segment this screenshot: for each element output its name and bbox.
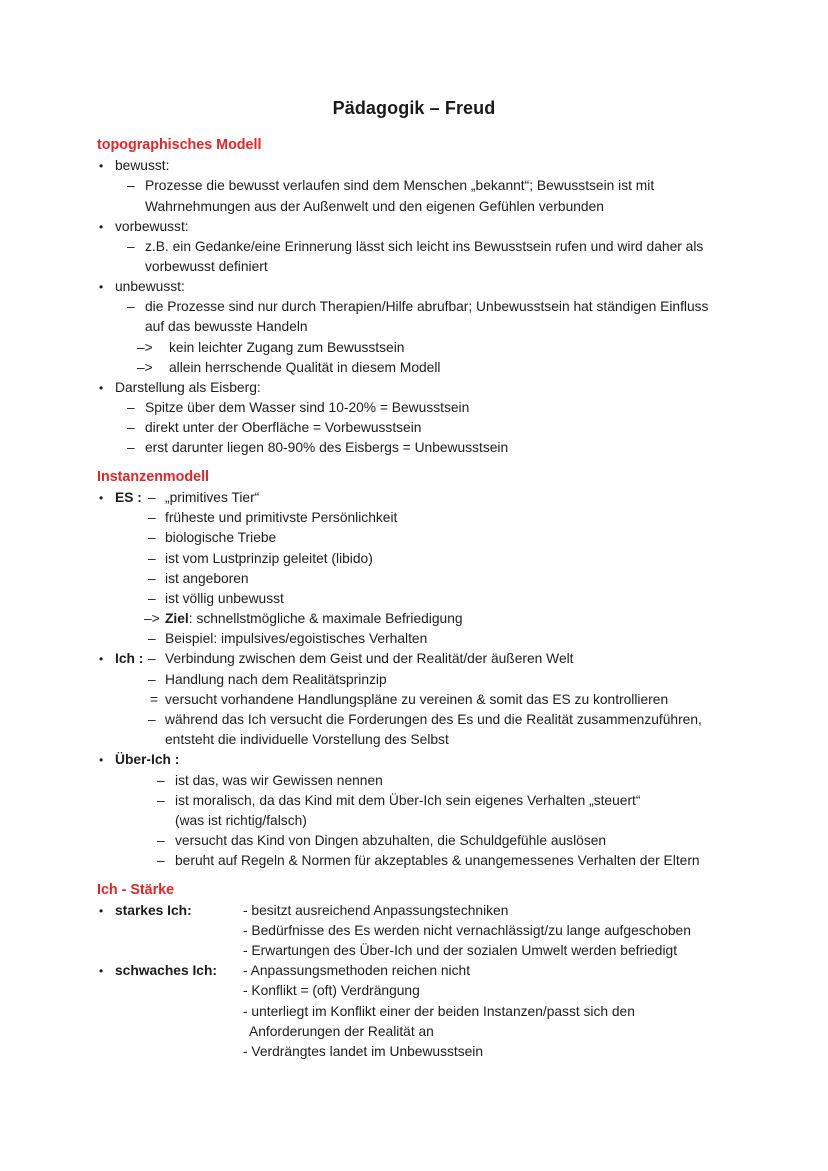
doc-line (97, 549, 822, 569)
list-marker: • (99, 220, 104, 234)
doc-line (97, 257, 822, 277)
text-span: auf das bewusste Handeln (145, 319, 308, 334)
text-span: Anforderungen der Realität an (249, 1024, 434, 1039)
text-span: versucht vorhandene Handlungspläne zu vereinen & somit das ES zu kontrollieren (165, 692, 669, 707)
text-span: Ich - Stärke (97, 882, 175, 898)
list-marker: • (99, 753, 104, 767)
text-span: schwaches Ich: (115, 963, 217, 978)
text-span: - besitzt ausreichend Anpassungstechniken (243, 903, 509, 918)
doc-line (97, 961, 822, 981)
list-marker: • (99, 964, 104, 978)
section-heading-instanzenmodell (97, 467, 822, 487)
doc-line (97, 1022, 822, 1042)
list-marker: • (99, 381, 104, 395)
text-span: biologische Triebe (165, 530, 277, 545)
doc-line (97, 771, 822, 791)
text-span: früheste und primitivste Persönlichkeit (165, 510, 398, 525)
text-span: : schnellstmögliche & maximale Befriedigung (188, 611, 463, 626)
list-marker: – (157, 853, 165, 868)
doc-line (97, 398, 822, 418)
doc-line (97, 197, 822, 217)
list-marker: – (148, 712, 156, 727)
text-span: Über-Ich : (115, 752, 180, 767)
doc-line (97, 378, 822, 398)
doc-line (97, 589, 822, 609)
list-marker: • (99, 904, 104, 918)
text-span: ist das, was wir Gewissen nennen (175, 773, 383, 788)
doc-line (97, 921, 822, 941)
text-span: Handlung nach dem Realitätsprinzip (165, 672, 387, 687)
list-marker: – (148, 591, 156, 606)
doc-line (97, 297, 822, 317)
doc-line (97, 317, 822, 337)
doc-line (97, 358, 822, 378)
list-marker: – (127, 299, 135, 314)
text-span: - Verdrängtes landet im Unbewusstsein (243, 1044, 484, 1059)
doc-line (97, 710, 822, 730)
text-span (165, 609, 463, 629)
list-marker: –> (144, 611, 160, 626)
list-marker: = (150, 692, 159, 707)
text-span: Wahrnehmungen aus der Außenwelt und den eigenen Gefühlen verbunden (145, 199, 604, 214)
text-span: ist vom Lustprinzip geleitet (libido) (165, 551, 373, 566)
doc-line (97, 730, 822, 750)
doc-line (97, 528, 822, 548)
text-span: ist völlig unbewusst (165, 591, 284, 606)
doc-line (97, 217, 822, 237)
list-marker: – (157, 833, 165, 848)
list-marker: – (127, 178, 135, 193)
text-span: erst darunter liegen 80-90% des Eisbergs = Unbewusstsein (145, 440, 509, 455)
text-span: - Bedürfnisse des Es werden nicht vernachlässigt/zu lange aufgeschoben (243, 923, 691, 938)
doc-line (97, 791, 822, 811)
doc-line (97, 750, 822, 770)
list-marker: – (148, 651, 156, 666)
text-span: kein leichter Zugang zum Bewusstsein (169, 340, 405, 355)
text-span: Prozesse die bewusst verlaufen sind dem Menschen „bekannt“; Bewusstsein ist mit (145, 178, 655, 193)
list-marker: – (148, 571, 156, 586)
text-span: während das Ich versucht die Forderungen des Es und die Realität zusammenzuführen, (165, 712, 702, 727)
text-span: (was ist richtig/falsch) (175, 813, 307, 828)
list-marker: –> (137, 340, 153, 355)
text-span: ES : (115, 490, 142, 505)
list-marker: – (127, 420, 135, 435)
text-span: - Erwartungen des Über-Ich und der sozialen Umwelt werden befriedigt (243, 943, 678, 958)
text-span: ist moralisch, da das Kind mit dem Über-Ich sein eigenes Verhalten „steuert“ (175, 793, 641, 808)
list-marker: – (148, 672, 156, 687)
text-span: unbewusst: (115, 279, 185, 294)
text-span: Spitze über dem Wasser sind 10-20% = Bewusstsein (145, 400, 470, 415)
section-heading-topographisches-modell (97, 135, 822, 155)
text-span: vorbewusst definiert (145, 259, 268, 274)
doc-line (97, 508, 822, 528)
list-marker: – (148, 490, 156, 505)
text-span: „primitives Tier“ (165, 490, 260, 505)
text-span: Darstellung als Eisberg: (115, 380, 261, 395)
text-span: ist angeboren (165, 571, 249, 586)
text-span: Verbindung zwischen dem Geist und der Realität/der äußeren Welt (165, 651, 574, 666)
doc-line (97, 609, 822, 629)
text-span: versucht das Kind von Dingen abzuhalten, die Schuldgefühle auslösen (175, 833, 607, 848)
doc-line (97, 690, 822, 710)
doc-line (97, 338, 822, 358)
text-span: Ich : (115, 651, 144, 666)
list-marker: – (148, 631, 156, 646)
doc-line (97, 901, 822, 921)
doc-line (97, 237, 822, 257)
doc-line (97, 156, 822, 176)
doc-line (97, 981, 822, 1001)
list-marker: • (99, 652, 104, 666)
doc-line (97, 649, 822, 669)
doc-line (97, 569, 822, 589)
list-marker: – (127, 239, 135, 254)
doc-line (97, 277, 822, 297)
text-span: - Anpassungsmethoden reichen nicht (243, 963, 471, 978)
section-heading-ich-staerke (97, 880, 822, 900)
doc-line (97, 1042, 822, 1062)
page-title: Pädagogik – Freud (332, 98, 496, 118)
list-marker: – (127, 400, 135, 415)
list-marker: – (148, 551, 156, 566)
text-span: die Prozesse sind nur durch Therapien/Hilfe abrufbar; Unbewusstsein hat ständigen Einfluss (145, 299, 709, 314)
list-marker: – (157, 773, 165, 788)
doc-line (97, 941, 822, 961)
list-marker: – (148, 530, 156, 545)
list-marker: • (99, 280, 104, 294)
text-span: Beispiel: impulsives/egoistisches Verhalten (165, 631, 428, 646)
text-span: - Konflikt = (oft) Verdrängung (243, 983, 420, 998)
doc-line (97, 811, 822, 831)
doc-line (97, 851, 822, 871)
text-span: Instanzenmodell (97, 469, 210, 485)
text-span: z.B. ein Gedanke/eine Erinnerung lässt sich leicht ins Bewusstsein rufen und wird daher als (145, 239, 704, 254)
list-marker: • (99, 159, 104, 173)
text-span: bewusst: (115, 158, 170, 173)
doc-line (97, 488, 822, 508)
list-marker: –> (137, 360, 153, 375)
text-span: vorbewusst: (115, 219, 189, 234)
text-span: allein herrschende Qualität in diesem Modell (169, 360, 441, 375)
doc-line (97, 629, 822, 649)
doc-line (97, 831, 822, 851)
list-marker: – (148, 510, 156, 525)
doc-line (97, 1002, 822, 1022)
doc-line (97, 176, 822, 196)
text-span: direkt unter der Oberfläche = Vorbewusstsein (145, 420, 422, 435)
list-marker: – (157, 793, 165, 808)
text-span: entsteht die individuelle Vorstellung des Selbst (165, 732, 449, 747)
text-span: beruht auf Regeln & Normen für akzeptables & unangemessenes Verhalten der Eltern (175, 853, 700, 868)
doc-line (97, 418, 822, 438)
list-marker: – (127, 440, 135, 455)
text-span: - unterliegt im Konflikt einer der beiden Instanzen/passt sich den (243, 1004, 635, 1019)
text-span: topographisches Modell (97, 137, 262, 153)
doc-line (97, 438, 822, 458)
doc-line (97, 670, 822, 690)
list-marker: • (99, 491, 104, 505)
text-span: starkes Ich: (115, 903, 192, 918)
text-span: Ziel (165, 611, 189, 626)
